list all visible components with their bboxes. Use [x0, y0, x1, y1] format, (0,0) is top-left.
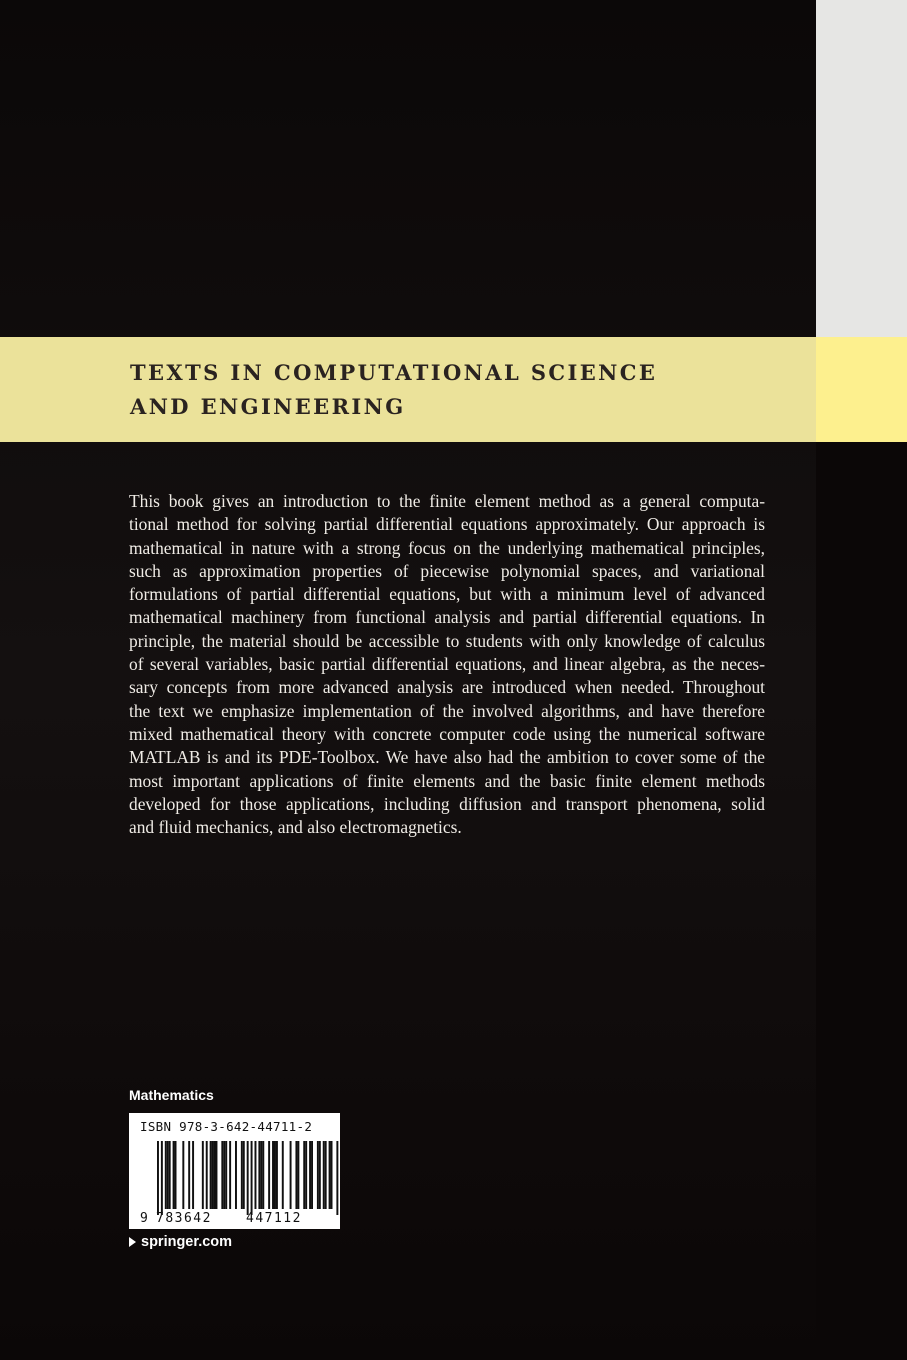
description-line: tional method for solving partial differential equations approximately. Our approach is [129, 514, 765, 535]
ean-right-digits: 447112 [246, 1211, 302, 1226]
barcode-bar [323, 1141, 325, 1209]
spine-yellow-section [816, 337, 907, 442]
spine-light-section [816, 0, 907, 337]
series-title-line-1: TEXTS IN COMPUTATIONAL SCIENCE [130, 360, 658, 385]
barcode-bar [329, 1141, 331, 1209]
barcode-bar [182, 1141, 184, 1209]
barcode-bar [169, 1141, 171, 1209]
description-line: This book gives an introduction to the finite element method as a general computa- [129, 491, 765, 511]
barcode-bar [255, 1141, 257, 1209]
barcode-bar [235, 1141, 237, 1209]
barcode-bar [262, 1141, 264, 1209]
barcode-bar [243, 1141, 245, 1209]
description-line: of several variables, basic partial differential equations, and linear algebra, as the neces- [129, 654, 765, 675]
description-line: mathematical in nature with a strong focus on the underlying mathematical principles, [129, 537, 765, 558]
barcode-bar [295, 1141, 297, 1209]
subject-category: Mathematics [129, 1087, 214, 1103]
barcode-bar [336, 1141, 338, 1215]
barcode-bar [272, 1141, 274, 1209]
barcode-bar [303, 1141, 305, 1209]
triangle-arrow-icon [129, 1237, 136, 1247]
barcode-bar [282, 1141, 284, 1209]
description-line: mathematical machinery from functional analysis and partial differential equations. In [129, 607, 765, 628]
barcode-bar [319, 1141, 321, 1209]
barcode-bar [225, 1141, 227, 1209]
isbn-barcode-box [129, 1113, 340, 1229]
barcode-bar [325, 1141, 327, 1209]
barcode-bar [157, 1141, 159, 1215]
barcode-bar [175, 1141, 177, 1209]
barcode-bar [165, 1141, 167, 1209]
description-line: principle, the material should be accessible to students with only knowledge of calculus [129, 630, 765, 651]
barcode-bar [210, 1141, 212, 1209]
barcode-bar [212, 1141, 214, 1209]
ean-left-digits: 783642 [156, 1211, 212, 1226]
barcode-bar [309, 1141, 311, 1209]
barcode-bar [229, 1141, 231, 1209]
barcode-bar [241, 1141, 243, 1209]
series-title [130, 356, 790, 424]
barcode-bar [274, 1141, 276, 1209]
barcode-bar [192, 1141, 194, 1209]
barcode-bar [311, 1141, 313, 1209]
barcode-bar [161, 1141, 163, 1215]
spine-edge [816, 0, 907, 1360]
description-line: such as approximation properties of piecewise polynomial spaces, and variational [129, 560, 765, 581]
barcode-bar [216, 1141, 218, 1209]
barcode-bar [290, 1141, 292, 1209]
description-line: MATLAB is and its PDE-Toolbox. We have also had the ambition to cover some of the [129, 747, 765, 768]
barcode-bar [214, 1141, 216, 1209]
publisher-url: springer.com [141, 1234, 233, 1250]
isbn-label: ISBN 978-3-642-44711-2 [140, 1119, 313, 1134]
publisher-link[interactable] [129, 1234, 232, 1250]
series-title-line-2: AND ENGINEERING [130, 394, 406, 419]
barcode-bar [258, 1141, 260, 1209]
barcode-bar [221, 1141, 223, 1209]
barcode-bar [173, 1141, 175, 1209]
barcode-bar [317, 1141, 319, 1209]
description-line: the text we emphasize implementation of the involved algorithms, and have therefore [129, 700, 765, 721]
barcode-bar [206, 1141, 208, 1209]
barcode-bar [223, 1141, 225, 1209]
barcode-bar [305, 1141, 307, 1209]
book-description [129, 490, 765, 839]
description-line: sary concepts from more advanced analysis are introduced when needed. Throughout [129, 677, 765, 698]
barcode-bar [331, 1141, 333, 1209]
description-line: and fluid mechanics, and also electromagnetics. [129, 817, 462, 838]
barcode-bar [276, 1141, 278, 1209]
barcode-bar [202, 1141, 204, 1209]
description-line: most important applications of finite elements and the basic finite element methods [129, 770, 765, 791]
barcode-bar [268, 1141, 270, 1209]
description-line: formulations of partial differential equations, but with a minimum level of advanced [129, 584, 765, 605]
barcode-bar [247, 1141, 249, 1215]
description-line: developed for those applications, including diffusion and transport phenomena, solid [129, 793, 765, 814]
barcode-bar [188, 1141, 190, 1209]
barcode-bar [167, 1141, 169, 1209]
barcode-bar [251, 1141, 253, 1215]
description-line: mixed mathematical theory with concrete computer code using the numerical software [129, 723, 765, 744]
barcode-bar [297, 1141, 299, 1209]
ean-first-digit: 9 [140, 1211, 148, 1226]
barcode-bar [260, 1141, 262, 1209]
